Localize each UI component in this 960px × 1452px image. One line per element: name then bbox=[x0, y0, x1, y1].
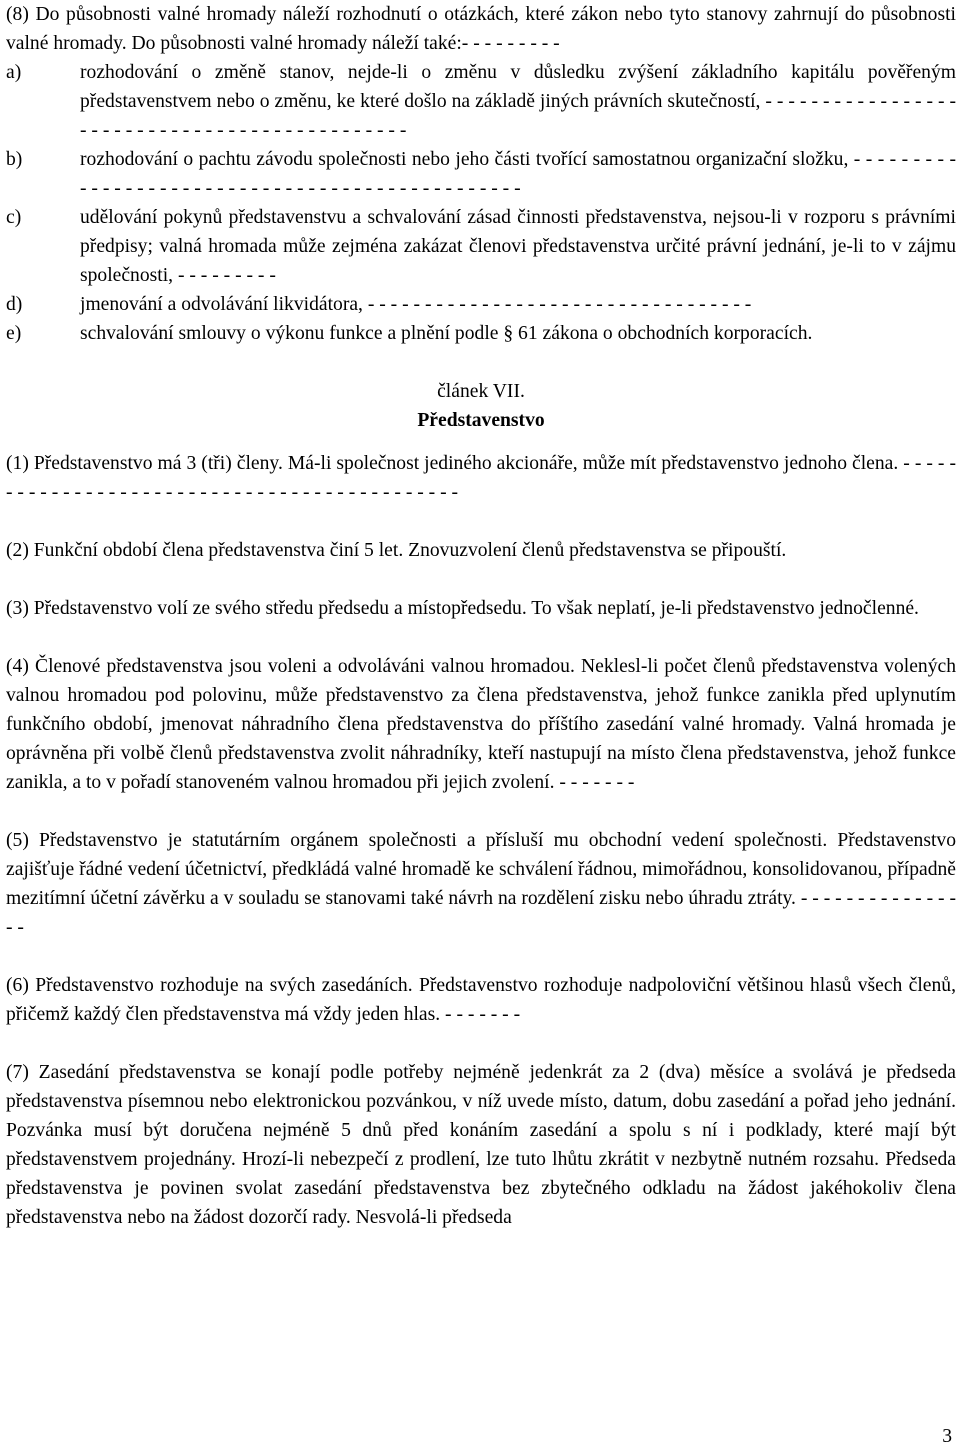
list-item-c bbox=[6, 203, 956, 290]
article-title: Představenstvo bbox=[417, 410, 545, 431]
list-item-label: e) bbox=[6, 323, 22, 344]
list-item-text: udělování pokynů představenstvu a schvalování zásad činnosti představenstva, nejsou-li v rozporu s právními předpisy; valná hromada může zejména zakázat členovi představenstva určité právní jednání, je-li to v zájmu společnosti, - - - - - - - - - bbox=[80, 207, 956, 286]
paragraph-3: (3) Představenstvo volí ze svého středu předsedu a místopředsedu. To však neplatí, je-li představenstvo jednočlenné. bbox=[6, 598, 919, 619]
paragraph-7: (7) Zasedání představenstva se konají podle potřeby nejméně jedenkrát za 2 (dva) měsíce a svolává je předseda představenstva písemnou nebo elektronickou pozvánkou, v níž uvede místo, datum, dobu zasedání a pořad jeho jednání. Pozvánka musí být doručena nejméně 5 dnů před konáním zasedání a spolu s ní i podklady, které mají být představenstvem projednány. Hrozí-li nebezpečí z prodlení, lze tuto lhůtu zkrátit v nezbytně nutném rozsahu. Předseda představenstva je povinen svolat zasedání představenstva bez zbytečného odkladu na žádost jakéhokoliv člena představenstva nebo na žádost dozorčí rady. Nesvolá-li předseda bbox=[6, 1062, 956, 1228]
page-number: 3 bbox=[942, 1426, 952, 1447]
paragraph-4: (4) Členové představenstva jsou voleni a odvoláváni valnou hromadou. Neklesl-li počet členů představenstva volených valnou hromadou pod polovinu, může představenstvo za člena představenstva, jehož funkce zanikla před uplynutím funkčního období, jmenovat náhradního člena představenstva do příštího zasedání valné hromady. Valná hromada je oprávněna při volbě členů představenstva zvolit náhradníky, kteří nastupují na místo člena představenstva, jehož funkce zanikla, a to v pořadí stanoveném valnou hromadou při jejich zvolení. - - - - - - - bbox=[6, 656, 956, 793]
list-item-e bbox=[6, 319, 956, 348]
paragraph-5: (5) Představenstvo je statutárním orgánem společnosti a přísluší mu obchodní vedení společnosti. Představenstvo zajišťuje řádné vedení účetnictví, předkládá valné hromadě ke schválení řádnou, mimořádnou, konsolidovanou, případně mezitímní účetní závěrku a v souladu se stanovami také návrh na rozdělení zisku nebo úhradu ztráty. - - - - - - - - - - - - - - - - bbox=[6, 830, 956, 938]
list-item-text: schvalování smlouvy o výkonu funkce a plnění podle § 61 zákona o obchodních korporacích. bbox=[80, 323, 813, 344]
document-page bbox=[6, 0, 956, 1232]
list-item-label: d) bbox=[6, 294, 23, 315]
paragraph-6: (6) Představenstvo rozhoduje na svých zasedáních. Představenstvo rozhoduje nadpoloviční většinou hlasů všech členů, přičemž každý člen představenstva má vždy jeden hlas. - - - - - - - bbox=[6, 975, 956, 1025]
list-item-text: jmenování a odvolávání likvidátora, - - - - - - - - - - - - - - - - - - - - - - - - - - - - - - - - - - bbox=[80, 294, 752, 315]
list-item-label: b) bbox=[6, 149, 23, 170]
list-item-label: a) bbox=[6, 62, 22, 83]
paragraph-1: (1) Představenstvo má 3 (tři) členy. Má-li společnost jediného akcionáře, může mít představenstvo jednoho člena. - - - - - - - - - - - - - - - - - - - - - - - - - - - - - - - - - - - - - - - - - - - - - bbox=[6, 453, 956, 503]
list-item-label: c) bbox=[6, 207, 22, 228]
list-item-text: rozhodování o pachtu závodu společnosti nebo jeho části tvořící samostatnou organizační složku, - - - - - - - - - - - - - - - - - - - - - - - - - - - - - - - - - - - - - - - - - - - - - - - - bbox=[80, 149, 956, 199]
list-item-d bbox=[6, 290, 956, 319]
list-item-b bbox=[6, 145, 956, 203]
list-item-a bbox=[6, 58, 956, 145]
article-number: článek VII. bbox=[437, 381, 525, 402]
paragraph-8: (8) Do působnosti valné hromady náleží rozhodnutí o otázkách, které zákon nebo tyto stanovy zahrnují do působnosti valné hromady. Do působnosti valné hromady náleží také:- - - - - - - - - bbox=[6, 4, 956, 54]
list-item-text: rozhodování o změně stanov, nejde-li o změnu v důsledku zvýšení základního kapitálu pověřeným představenstvem nebo o změnu, ke které došlo na základě jiných právních skutečností, - - - - - - - - - - - - - - - - - - - - - - - - - - - - - - - - - - - - - - - - - - - - - - bbox=[80, 62, 956, 141]
paragraph-2: (2) Funkční období člena představenstva činí 5 let. Znovuzvolení členů představenstva se připouští. bbox=[6, 540, 787, 561]
